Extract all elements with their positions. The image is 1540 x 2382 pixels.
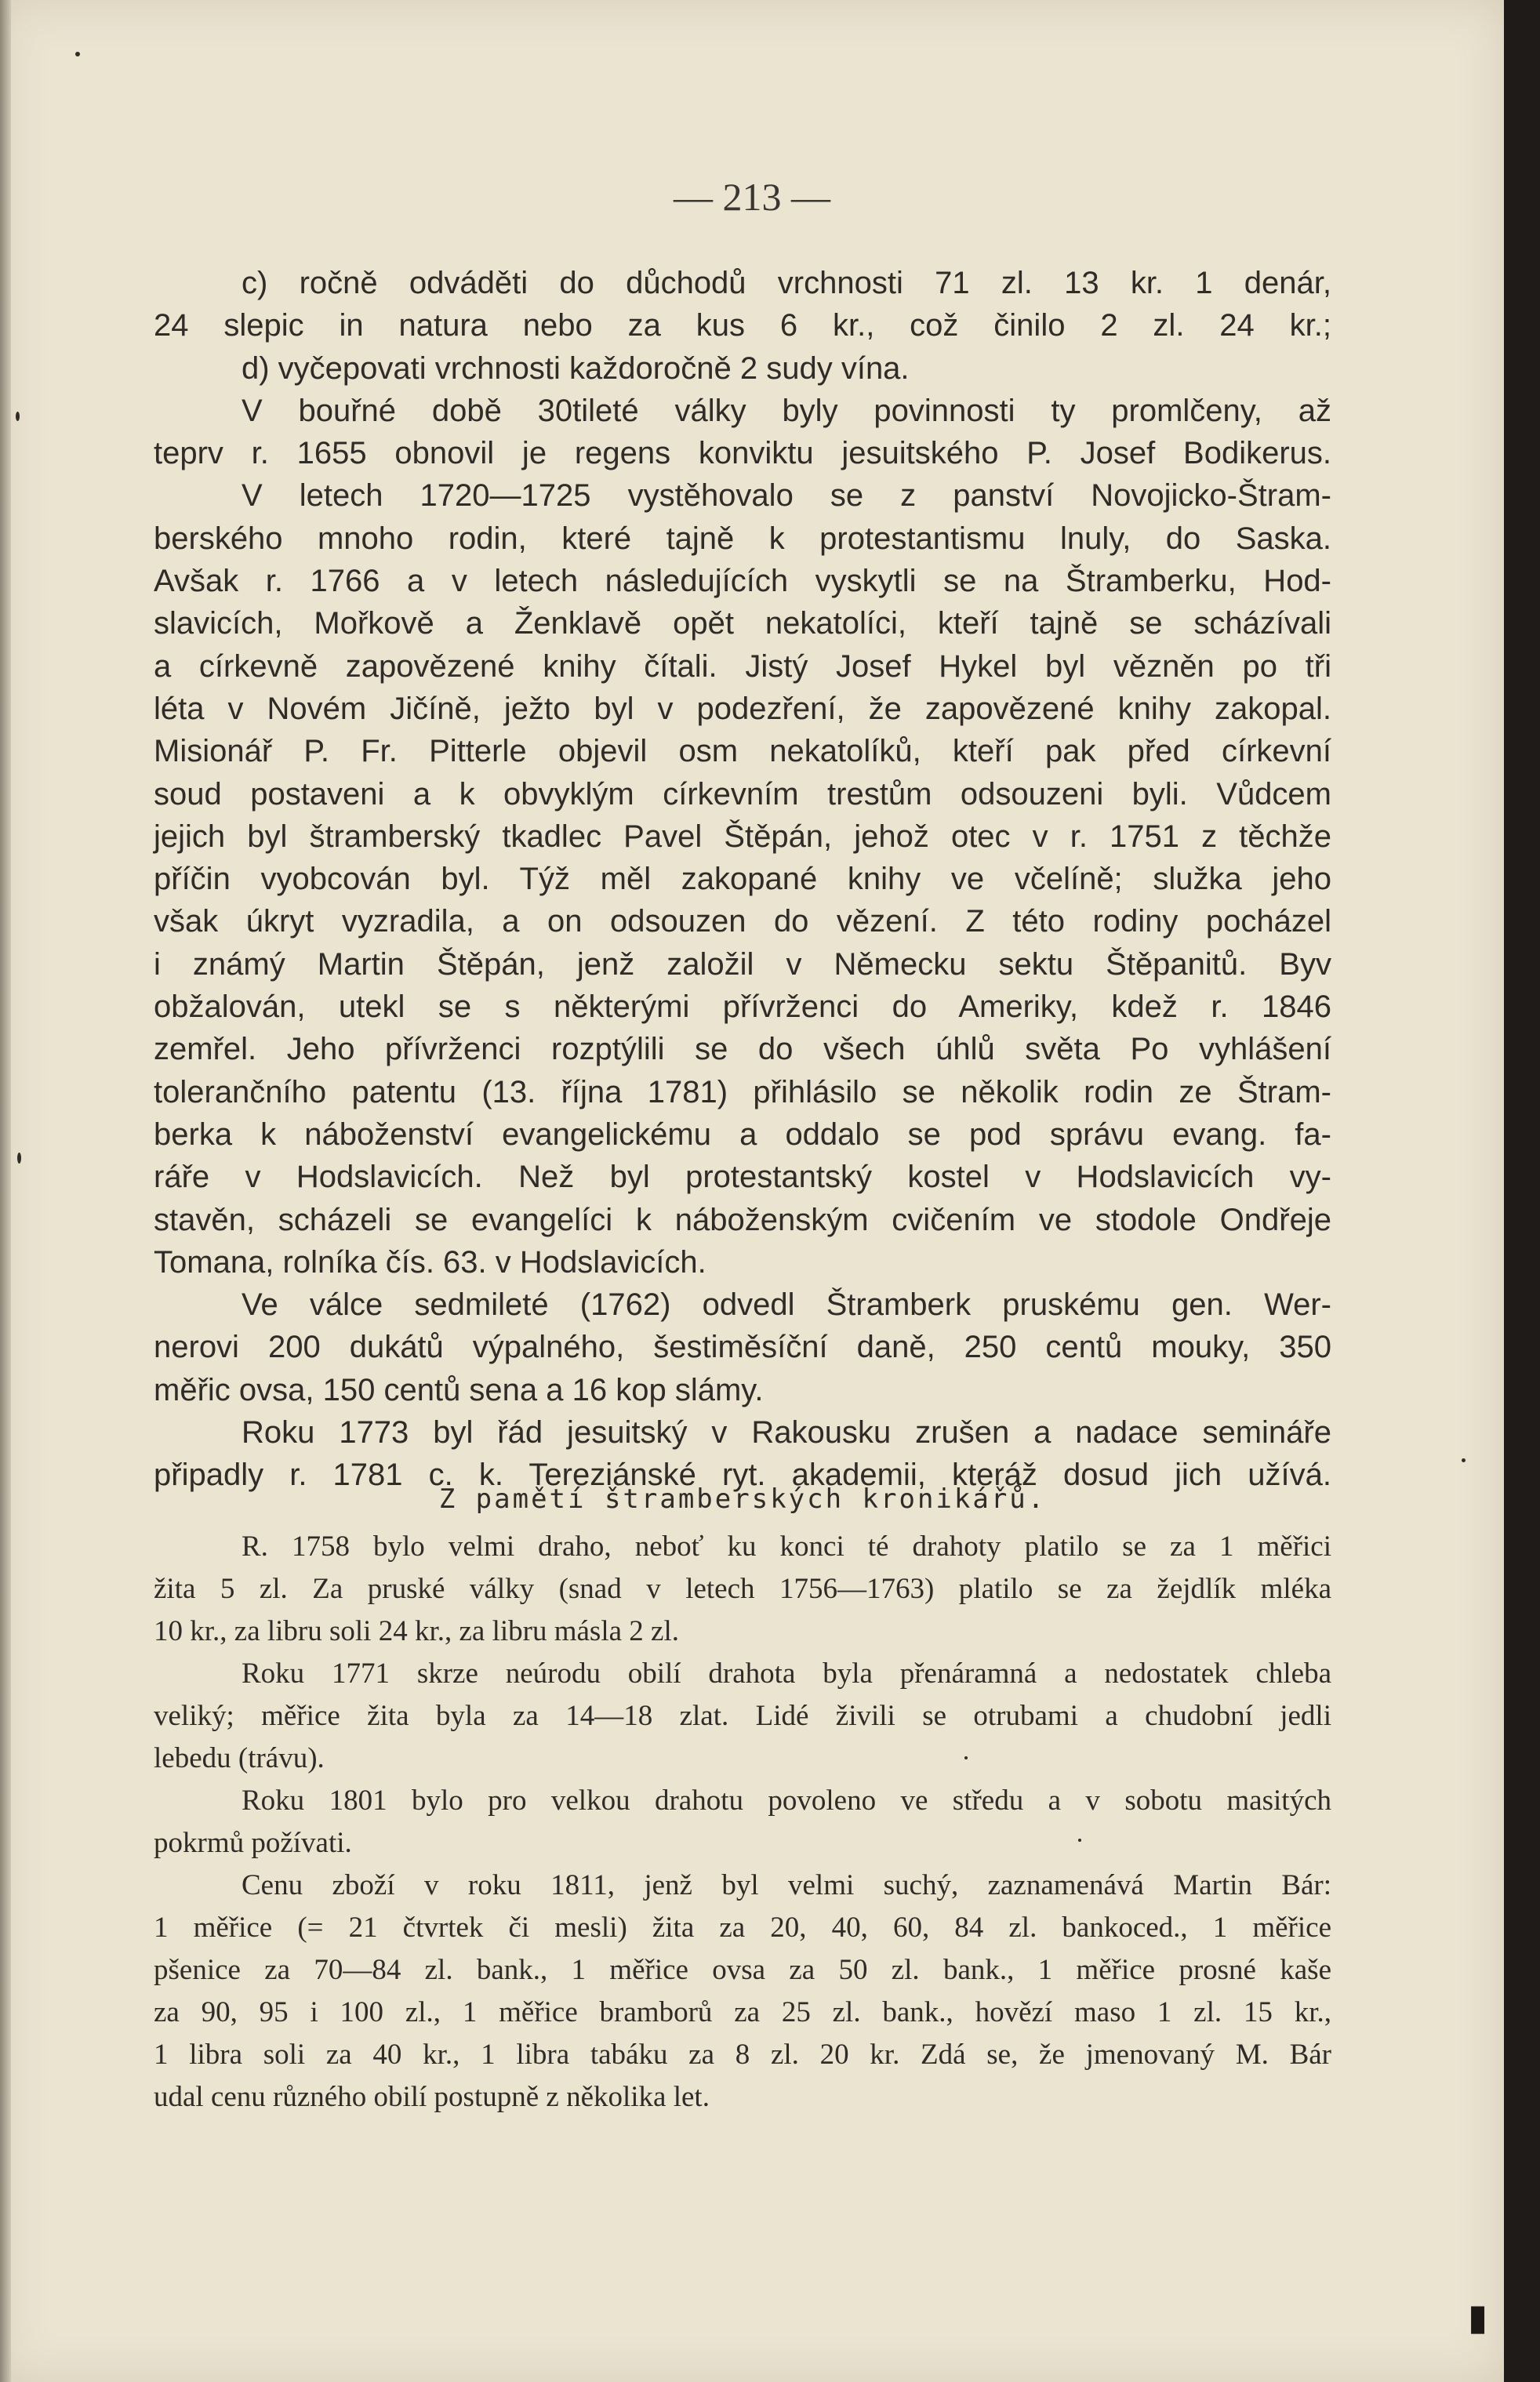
text-line: jejich byl štramberský tkadlec Pavel Štěpán, jehož otec v r. 1751 z těchže	[154, 819, 1331, 854]
text-line: slavicích, Mořkově a Ženklavě opět nekatolíci, kteří tajně se scházívali	[154, 606, 1331, 641]
text-line: však úkryt vyzradila, a on odsouzen do vězení. Z této rodiny pocházel	[154, 904, 1331, 939]
text-line: 1 měřice (= 21 čtvrtek či mesli) žita za 20, 40, 60, 84 zl. bankoced., 1 měřice	[154, 1912, 1331, 1944]
text-line: 24 slepic in natura nebo za kus 6 kr., což činilo 2 zl. 24 kr.;	[154, 308, 1331, 343]
ink-speck	[16, 412, 20, 421]
text-line: R. 1758 bylo velmi draho, neboť ku konci té drahoty platilo se za 1 měřici	[242, 1531, 1331, 1563]
chronicle-paragraph	[154, 1653, 1331, 1780]
text-line: 10 kr., za libru soli 24 kr., za libru másla 2 zl.	[154, 1615, 679, 1647]
chronicle-paragraph	[154, 1526, 1331, 1653]
page-left-edge	[0, 0, 11, 2382]
corner-mark-icon: ▮	[1468, 2296, 1488, 2338]
ink-speck	[17, 1153, 21, 1164]
text-line: lebedu (trávu).	[154, 1742, 325, 1774]
text-line: V letech 1720—1725 vystěhovalo se z panství Novojicko-Štram-	[242, 478, 1331, 514]
text-line: ráře v Hodslavicích. Než byl protestantský kostel v Hodslavicích vy-	[154, 1160, 1331, 1195]
text-line: d) vyčepovati vrchnosti každoročně 2 sudy vína.	[242, 350, 910, 386]
page-number: — 213 —	[674, 175, 830, 219]
chronicle-paragraph	[154, 1780, 1331, 1865]
ink-speck	[1078, 1839, 1081, 1842]
main-text	[154, 262, 1331, 1497]
text-line: pokrmů požívati.	[154, 1827, 352, 1859]
text-line: soud postaveni a k obvyklým církevním trestům odsouzeni byli. Vůdcem	[154, 776, 1331, 812]
ink-speck	[75, 52, 80, 56]
text-line: obžalován, utekl se s některými přívrženci do Ameriky, kdež r. 1846	[154, 989, 1331, 1025]
text-line: zemřel. Jeho přívrženci rozptýlili se do všech úhlů světa Po vyhlášení	[154, 1032, 1331, 1067]
chronicle-heading: Z pamětí štramberských kronikářů.	[438, 1483, 1047, 1515]
text-line: tolerančního patentu (13. října 1781) přihlásilo se několik rodin ze Štram-	[154, 1074, 1331, 1109]
text-line: stavěn, scházeli se evangelíci k náboženským cvičením ve stodole Ondřeje	[154, 1202, 1331, 1237]
text-line: a církevně zapovězené knihy čítali. Jistý Josef Hykel byl vězněn po tři	[154, 648, 1331, 684]
text-line: Misionář P. Fr. Pitterle objevil osm nekatolíků, kteří pak před církevní	[154, 734, 1331, 769]
text-line: i známý Martin Štěpán, jenž založil v Německu sektu Štěpanitů. Byv	[154, 946, 1331, 982]
ink-speck	[1462, 1458, 1466, 1462]
text-line: c) ročně odváděti do důchodů vrchnosti 71 zl. 13 kr. 1 denár,	[242, 266, 1331, 300]
page-right-edge	[1504, 0, 1540, 2382]
text-line: měřic ovsa, 150 centů sena a 16 kop slámy.	[154, 1372, 764, 1407]
text-line: 1 libra soli za 40 kr., 1 libra tabáku za 8 zl. 20 kr. Zdá se, že jmenovaný M. Bár	[154, 2039, 1331, 2071]
text-line: Roku 1801 bylo pro velkou drahotu povoleno ve středu a v sobotu masitých	[242, 1785, 1331, 1817]
ink-speck	[964, 1756, 968, 1759]
text-line: žita 5 zl. Za pruské války (snad v letech 1756—1763) platilo se za žejdlík mléka	[154, 1573, 1331, 1605]
text-line: veliký; měřice žita byla za 14—18 zlat. Lidé živili se otrubami a chudobní jedli	[154, 1700, 1331, 1732]
text-line: léta v Novém Jičíně, ježto byl v podezření, že zapovězené knihy zakopal.	[154, 691, 1331, 726]
text-line: příčin vyobcován byl. Týž měl zakopané knihy ve včelíně; služka jeho	[154, 862, 1331, 897]
text-line: nerovi 200 dukátů výpalného, šestiměsíční daně, 250 centů mouky, 350	[154, 1330, 1331, 1365]
text-line: Roku 1771 skrze neúrodu obilí drahota byla přenáramná a nedostatek chleba	[242, 1658, 1331, 1690]
text-line: Ve válce sedmileté (1762) odvedl Štramberk pruskému gen. Wer-	[242, 1287, 1331, 1323]
text-line: připadly r. 1781 c. k. Tereziánské ryt. akademii, kteráž dosud jich užívá.	[154, 1458, 1331, 1493]
text-line: za 90, 95 i 100 zl., 1 měřice bramborů za 25 zl. bank., hovězí maso 1 zl. 15 kr.,	[154, 1996, 1331, 2028]
chronicle-paragraph	[154, 1865, 1331, 2119]
text-line: pšenice za 70—84 zl. bank., 1 měřice ovsa za 50 zl. bank., 1 měřice prosné kaše	[154, 1954, 1331, 1986]
text-line: Roku 1773 byl řád jesuitský v Rakousku zrušen a nadace semináře	[242, 1415, 1331, 1451]
text-line: berského mnoho rodin, které tajně k protestantismu lnuly, do Saska.	[154, 521, 1331, 556]
text-line: udal cenu různého obilí postupně z několika let.	[154, 2081, 710, 2113]
text-line: berka k náboženství evangelickému a oddalo se pod správu evang. fa-	[154, 1117, 1331, 1152]
text-line: Cenu zboží v roku 1811, jenž byl velmi suchý, zaznamenává Martin Bár:	[242, 1869, 1331, 1901]
text-line: teprv r. 1655 obnovil je regens konviktu jesuitského P. Josef Bodikerus.	[154, 436, 1331, 471]
text-line: Tomana, rolníka čís. 63. v Hodslavicích.	[154, 1244, 706, 1280]
text-line: Avšak r. 1766 a v letech následujících vyskytli se na Štramberku, Hod-	[154, 564, 1331, 599]
text-line: V bouřné době 30tileté války byly povinnosti ty promlčeny, až	[242, 393, 1331, 428]
